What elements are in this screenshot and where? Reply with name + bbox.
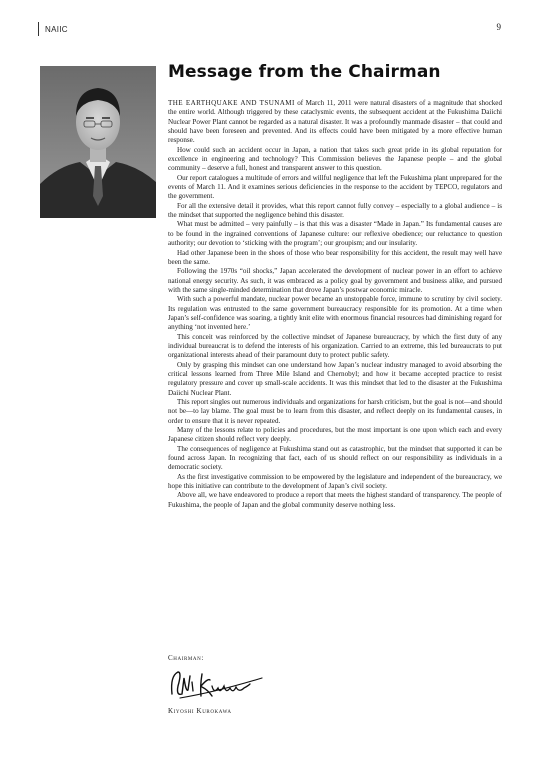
portrait-image: [40, 66, 156, 218]
handwritten-signature: [166, 664, 266, 708]
paragraph: The consequences of negligence at Fukushima stand out as catastrophic, but the mindset that supported it can be found across Japan. In recognizing that fact, each of us should reflect on our responsibility as individuals in a democratic society.: [168, 444, 502, 472]
paragraph: Many of the lessons relate to policies and procedures, but the most important is one upon which each and every Japanese citizen should reflect very deeply.: [168, 426, 502, 444]
paragraph: This conceit was reinforced by the collective mindset of Japanese bureaucracy, by which the first duty of any individual bureaucrat is to defend the interests of his organization. Carried to an extreme, this led bureaucrats to put organizational interests ahead of their paramount duty to protect public safety.: [168, 332, 502, 360]
letter-body: [168, 99, 502, 510]
paragraph: [168, 99, 502, 146]
paragraph: Following the 1970s “oil shocks,” Japan accelerated the development of nuclear power in an effort to achieve national energy security. As such, it was embraced as a policy goal by government and business alike, and pursued with the same single-minded determination that drove Japan’s postwar economic miracle.: [168, 267, 502, 294]
header-rule: [38, 22, 39, 36]
paragraph: Above all, we have endeavored to produce a report that meets the highest standard of transparency. The people of Fukushima, the people of Japan and the global community deserve nothing less.: [168, 491, 502, 509]
paragraph: With such a powerful mandate, nuclear power became an unstoppable force, immune to scrutiny by civil society. Its regulation was entrusted to the same government bureaucracy responsible for its promotion. At a time when Japan’s self-confidence was soaring, a tightly knit elite with enormous financial resources had diminishing regard for anything ‘not invented here.’: [168, 295, 502, 332]
paragraph: What must be admitted – very painfully – is that this was a disaster “Made in Japan.” Its fundamental causes are to be found in the ingrained conventions of Japanese culture: our reflexive obedience; our reluctance to question authority; our devotion to ‘sticking with the program’; our groupism; and our insularity.: [168, 220, 502, 248]
page-number: 9: [496, 22, 501, 32]
paragraph: As the first investigative commission to be empowered by the legislature and independent of the bureaucracy, we hope this initiative can contribute to the development of Japan’s civil society.: [168, 472, 502, 491]
paragraph-text: of March 11, 2011 were natural disasters of a magnitude that shocked the entire world. Although triggered by these cataclysmic events, the subsequent accident at the Fukushima Daiichi Nuclear Power Plant cannot be regarded as a natural disaster. It was a profoundly manmade disaster – that could and should have been foreseen and prevented. And its effects could have been mitigated by a more effective human response.: [168, 99, 503, 145]
signature-label: Chairman:: [168, 654, 204, 662]
paragraph: Only by grasping this mindset can one understand how Japan’s nuclear industry managed to avoid absorbing the critical lessons learned from Three Mile Island and Chernobyl; and how it became accepted practice to resist regulatory pressure and cover up small-scale accidents. It was this mindset that led to the disaster at the Fukushima Daiichi Nuclear Plant.: [168, 360, 502, 397]
running-header: [38, 22, 68, 36]
paragraph: For all the extensive detail it provides, what this report cannot fully convey – especially to a global audience – is the mindset that supported the negligence behind this disaster.: [168, 201, 502, 220]
header-label: NAIIC: [45, 24, 68, 34]
signer-name: Kiyoshi Kurokawa: [168, 707, 232, 715]
paragraph: How could such an accident occur in Japan, a nation that takes such great pride in its global reputation for excellence in engineering and technology? This Commission believes the Japanese people – and the global community – deserve a full, honest and transparent answer to this question.: [168, 145, 502, 173]
page-title: Message from the Chairman: [168, 62, 441, 82]
chairman-portrait: [40, 66, 156, 218]
paragraph: This report singles out numerous individuals and organizations for harsh criticism, but the goal is not—and should not be—to lay blame. The goal must be to learn from this disaster, and reflect deeply on its fundamental causes, in order to ensure that it is never repeated.: [168, 398, 502, 425]
lead-in: THE EARTHQUAKE AND TSUNAMI: [168, 99, 295, 107]
paragraph: Our report catalogues a multitude of errors and willful negligence that left the Fukushima plant unprepared for the events of March 11. And it examines serious deficiencies in the response to the accident by TEPCO, regulators and the government.: [168, 173, 502, 201]
paragraph: Had other Japanese been in the shoes of those who bear responsibility for this accident, the result may well have been the same.: [168, 248, 502, 266]
